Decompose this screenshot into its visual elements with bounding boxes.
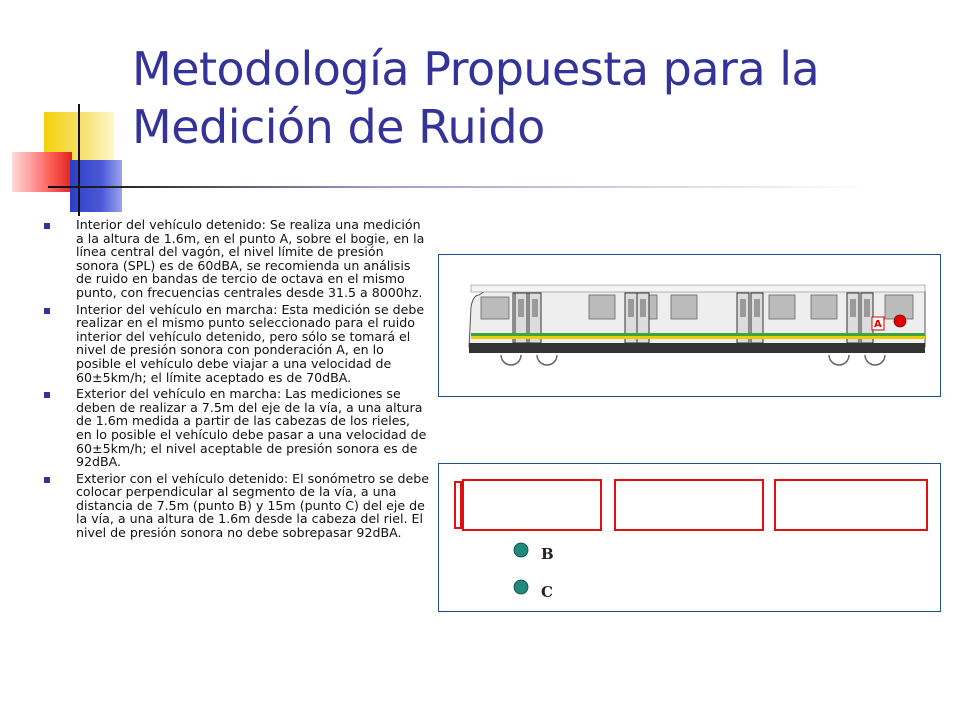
bullet-item	[44, 303, 429, 385]
bullet-list	[44, 218, 429, 543]
point-b-marker	[514, 543, 528, 557]
car-outline-1	[463, 480, 601, 530]
plan-illustration	[439, 464, 940, 611]
bullet-item	[44, 387, 429, 469]
car-outline-end	[455, 482, 461, 528]
track-plan-figure	[438, 463, 941, 612]
bullet-square-icon	[44, 477, 50, 483]
decor-vertical-line	[78, 104, 80, 216]
point-c-marker	[514, 580, 528, 594]
title-underline	[48, 186, 868, 188]
train-side-view-figure	[438, 254, 941, 397]
bullet-item	[44, 472, 429, 540]
bullet-text: Interior del vehículo detenido: Se realiza una medición a la altura de 1.6m, en el punto A, sobre el bogie, en la línea central del vagón, el nivel límite de presión sonora (SPL) es de 60dBA, se recomienda un análisis de ruido en bandas de tercio de octava en el mismo punto, con frecuencias centrales desde 31.5 a 8000hz.	[76, 217, 425, 300]
bullet-square-icon	[44, 223, 50, 229]
bullet-text: Exterior del vehículo en marcha: Las mediciones se deben de realizar a 7.5m del eje de la vía, a una altura de 1.6m medida a partir de las cabezas de los rieles, en lo posible el vehículo debe pasar a una velocidad de 60±5km/h; el nivel aceptable de presión sonora es de 92dBA.	[76, 386, 427, 470]
point-c-label: C	[541, 583, 553, 601]
bullet-text: Exterior con el vehículo detenido: El sonómetro se debe colocar perpendicular al segmento de la vía, a una distancia de 7.5m (punto B) y 15m (punto C) del eje de la vía, a una altura de 1.6m desde la cabeza del riel. El nivel de presión sonora no debe sobrepasar 92dBA.	[76, 470, 429, 541]
point-b-label: B	[541, 545, 554, 563]
point-a-marker	[894, 315, 906, 327]
point-a-label: A	[874, 319, 882, 330]
bullet-square-icon	[44, 308, 50, 314]
car-outline-3	[775, 480, 927, 530]
bullet-item	[44, 218, 429, 300]
bullet-square-icon	[44, 392, 50, 398]
slide-title: Metodología Propuesta para la Medición de Ruido	[132, 42, 820, 154]
bullet-text: Interior del vehículo en marcha: Esta medición se debe realizar en el mismo punto seleccionado para el ruido interior del vehículo detenido, pero sólo se tomará el nivel de presión sonora con ponderación A, en lo posible el vehículo debe viajar a una velocidad de 60±5km/h; el límite aceptado es de 70dBA.	[76, 301, 425, 385]
train-illustration	[439, 255, 940, 396]
car-outline-2	[615, 480, 763, 530]
